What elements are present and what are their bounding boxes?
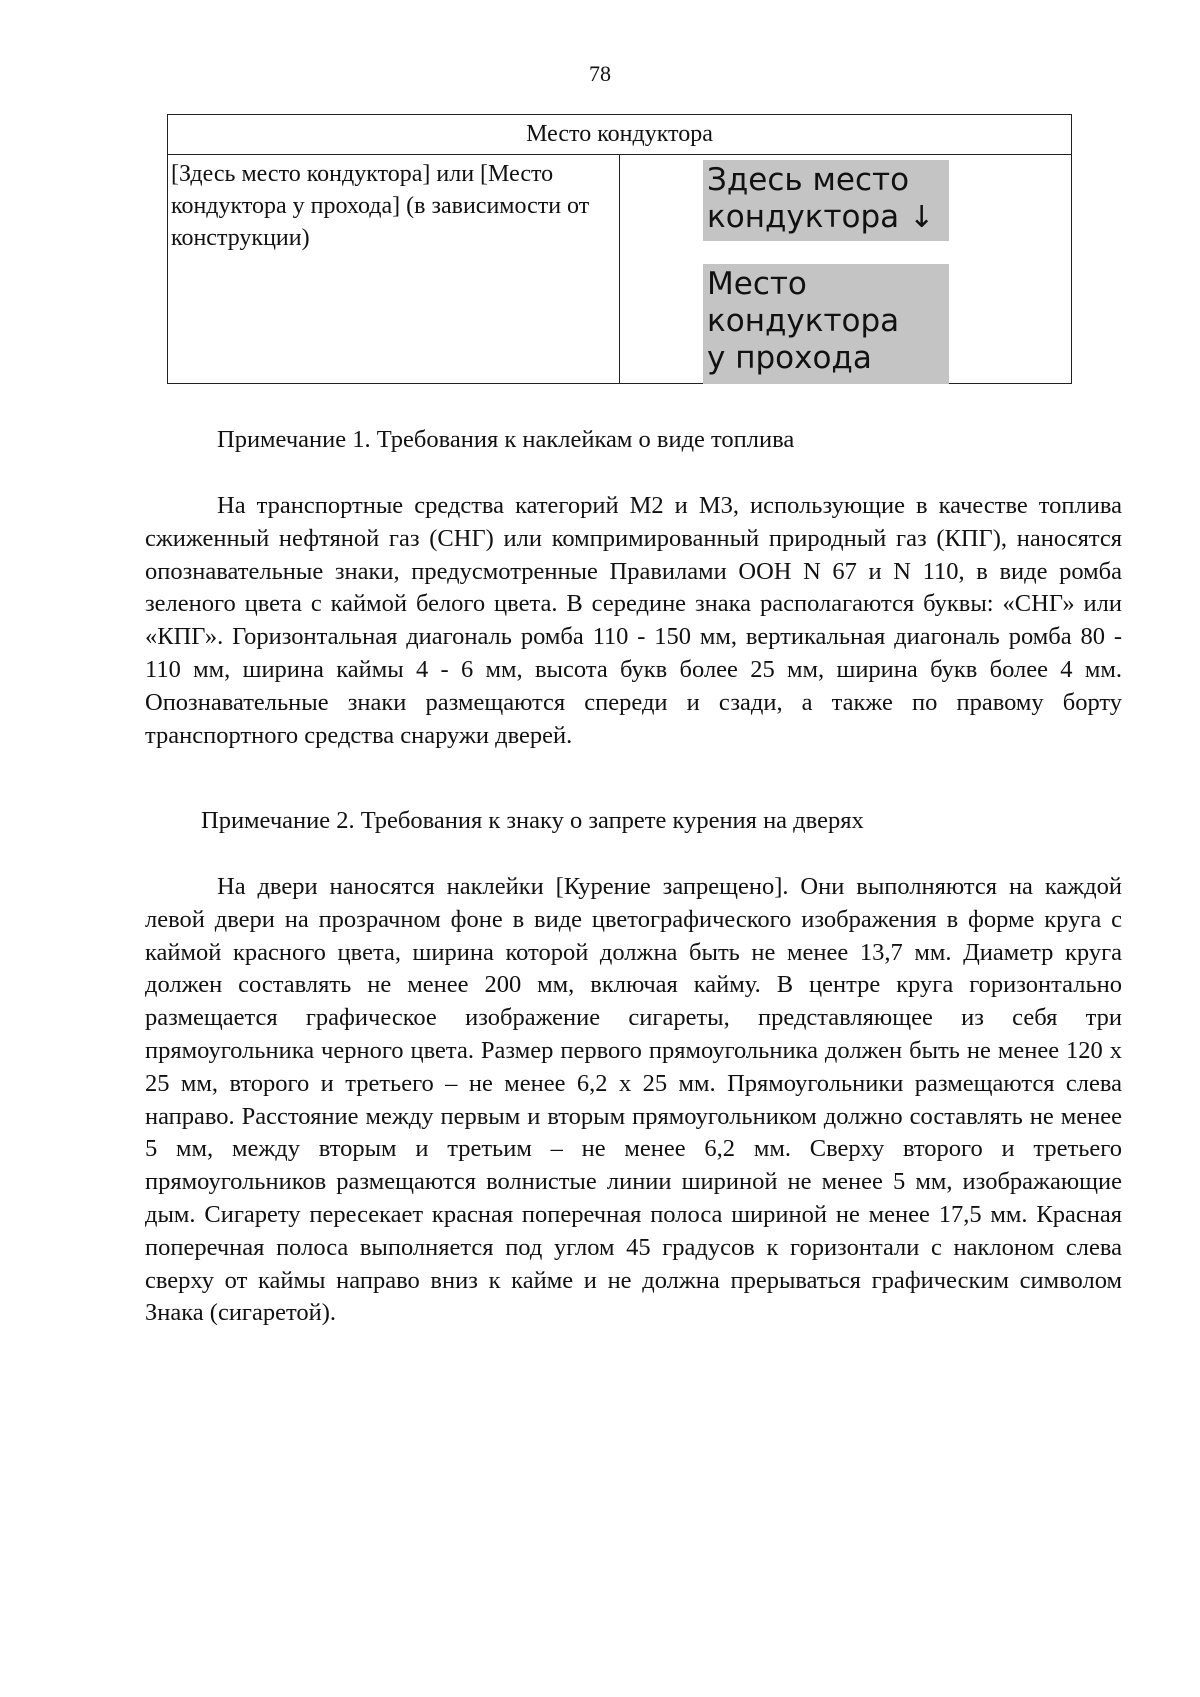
- note-2-body: На двери наносятся наклейки [Курение запрещено]. Они выполняются на каждой левой двери на прозрачном фоне в виде цветографического изображения в форме круга с каймой красного цвета, ширина которой должна быть не менее 13,7 мм. Диаметр круга должен составлять не менее 200 мм, включая кайму. В центре круга горизонтально размещается графическое изображение сигареты, представляющее из себя три прямоугольника черного цвета. Размер первого прямоугольника должен быть не менее 120 х 25 мм, второго и третьего – не менее 6,2 х 25 мм. Прямоугольники размещаются слева направо. Расстояние между первым и вторым прямоугольником должно составлять не менее 5 мм, между вторым и третьим – не менее 6,2 мм. Сверху второго и третьего прямоугольников размещаются волнистые линии шириной не менее 5 мм, изображающие дым. Сигарету пересекает красная поперечная полоса шириной не менее 17,5 мм. Красная поперечная полоса выполняется под углом 45 градусов к горизонтали с наклоном слева сверху от каймы направо вниз к кайме и не должна прерываться графическим символом Знака (сигаретой).: [145, 873, 1122, 1327]
- sign-conductor-at-passage: [703, 264, 949, 384]
- sign-line: Место: [707, 266, 807, 302]
- sign-line: у прохода: [707, 340, 872, 376]
- note-1-body: На транспортные средства категорий М2 и М3, использующие в качестве топлива сжиженный нефтяной газ (СНГ) или компримированный природный газ (КПГ), наносятся опознавательные знаки, предусмотренные Правилами ООН N 67 и N 110, в виде ромба зеленого цвета с каймой белого цвета. В середине знака располагаются буквы: «СНГ» или «КПГ». Горизонтальная диагональ ромба 110 - 150 мм, вертикальная диагональ ромба 80 - 110 мм, ширина каймы 4 - 6 мм, высота букв более 25 мм, ширина букв более 4 мм. Опознавательные знаки размещаются спереди и сзади, а также по правому борту транспортного средства снаружи дверей.: [145, 492, 1122, 749]
- sign-line: кондуктора: [707, 303, 900, 339]
- table-header: Место кондуктора: [168, 115, 1072, 155]
- table-row: [168, 155, 1072, 384]
- conductor-place-table: [167, 114, 1072, 384]
- page-number: 78: [589, 61, 611, 86]
- sign-conductor-here: [703, 160, 949, 241]
- sign-conductor-here-text: Здесь место кондуктора: [707, 162, 910, 235]
- note-2-heading: Примечание 2. Требования к знаку о запрете курения на дверях: [201, 807, 864, 834]
- table-header-row: [168, 115, 1072, 155]
- note-1-heading: Примечание 1. Требования к наклейкам о виде топлива: [217, 426, 795, 453]
- table-cell-signs: [620, 155, 1072, 384]
- arrow-down-icon: ↓: [909, 200, 935, 235]
- table-cell-description: [Здесь место кондуктора] или [Место кондуктора у прохода] (в зависимости от конструкции): [168, 155, 620, 384]
